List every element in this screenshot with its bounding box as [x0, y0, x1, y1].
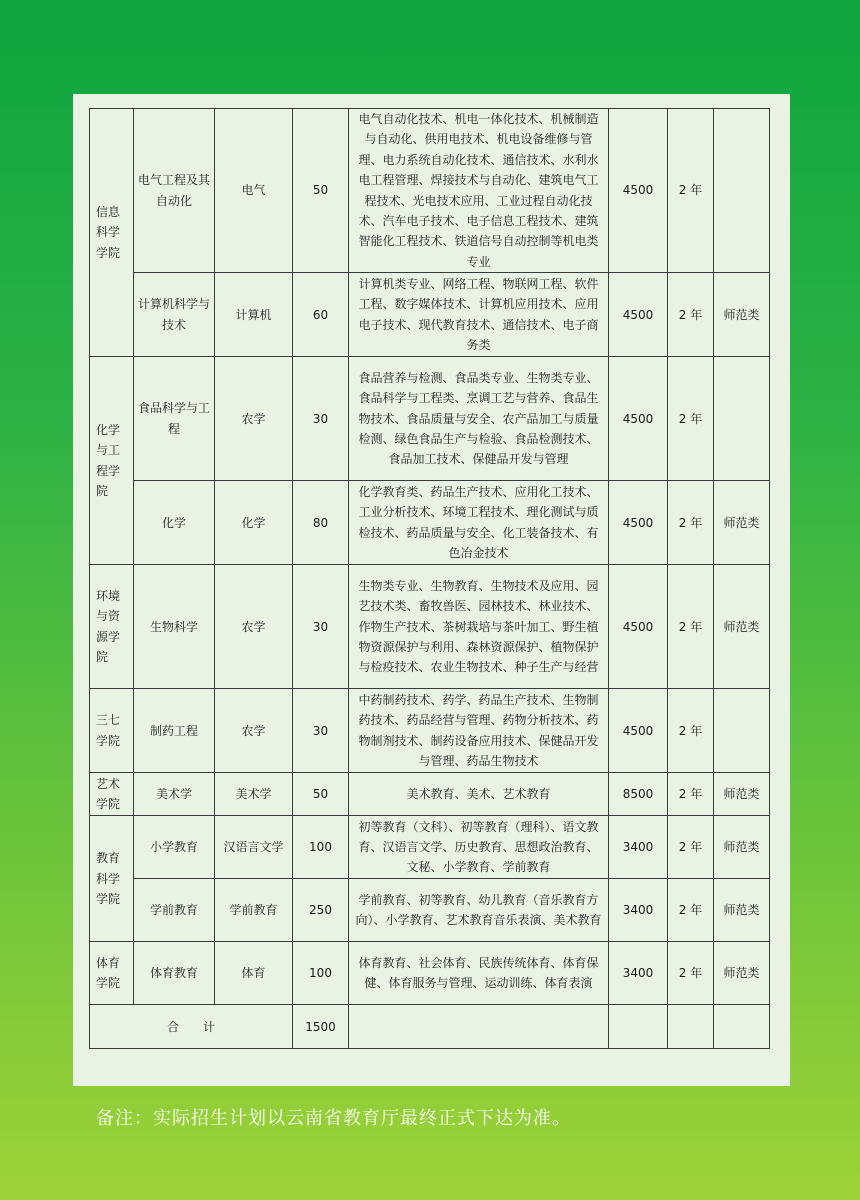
plan-cell: 100: [293, 816, 349, 879]
major-cell: 制药工程: [134, 689, 215, 773]
scope-cell: 体育教育、社会体育、民族传统体育、体育保健、体育服务与管理、运动训练、体育表演: [349, 942, 609, 1005]
fee-cell: 8500: [609, 773, 668, 816]
empty-cell: [609, 1005, 668, 1049]
total-label: 合 计: [90, 1005, 293, 1049]
years-cell: 2 年: [668, 689, 714, 773]
category-cell: 汉语言文学: [215, 816, 293, 879]
scope-cell: 学前教育、初等教育、幼儿教育（音乐教育方向）、小学教育、艺术教育音乐表演、美术教育: [349, 879, 609, 942]
table-row: [90, 773, 770, 816]
table-panel: [73, 94, 790, 1086]
scope-cell: 中药制药技术、药学、药品生产技术、生物制药技术、药品经营与管理、药物分析技术、药物制剂技术、制药设备应用技术、保健品开发与管理、药品生物技术: [349, 689, 609, 773]
remark-cell: 师范类: [714, 565, 770, 689]
years-cell: 2 年: [668, 816, 714, 879]
years-cell: 2 年: [668, 273, 714, 357]
major-cell: 计算机科学与技术: [134, 273, 215, 357]
table-row: [90, 816, 770, 879]
institute-cell: 信息科学学院: [90, 109, 134, 357]
major-cell: 体育教育: [134, 942, 215, 1005]
major-cell: 电气工程及其自动化: [134, 109, 215, 273]
years-cell: 2 年: [668, 942, 714, 1005]
category-cell: 农学: [215, 565, 293, 689]
plan-cell: 250: [293, 879, 349, 942]
plan-cell: 60: [293, 273, 349, 357]
institute-cell: 艺术学院: [90, 773, 134, 816]
table-row: [90, 273, 770, 357]
fee-cell: 4500: [609, 565, 668, 689]
remark-cell: 师范类: [714, 273, 770, 357]
enrollment-table: [89, 108, 770, 1049]
institute-cell: 环境与资源学院: [90, 565, 134, 689]
table-row: [90, 689, 770, 773]
category-cell: 农学: [215, 357, 293, 481]
category-cell: 体育: [215, 942, 293, 1005]
institute-cell: 体育学院: [90, 942, 134, 1005]
table-row: [90, 481, 770, 565]
fee-cell: 4500: [609, 357, 668, 481]
major-cell: 食品科学与工程: [134, 357, 215, 481]
category-cell: 美术学: [215, 773, 293, 816]
total-plan: 1500: [293, 1005, 349, 1049]
table-row: [90, 565, 770, 689]
plan-cell: 30: [293, 689, 349, 773]
remark-cell: 师范类: [714, 481, 770, 565]
fee-cell: 4500: [609, 109, 668, 273]
scope-cell: 化学教育类、药品生产技术、应用化工技术、工业分析技术、环境工程技术、理化测试与质检技术、药品质量与安全、化工装备技术、有色冶金技术: [349, 481, 609, 565]
institute-cell: 化学与工程学院: [90, 357, 134, 565]
remark-cell: 师范类: [714, 879, 770, 942]
table-row: [90, 109, 770, 273]
empty-cell: [349, 1005, 609, 1049]
footnote: 备注：实际招生计划以云南省教育厅最终正式下达为准。: [96, 1108, 571, 1129]
major-cell: 小学教育: [134, 816, 215, 879]
years-cell: 2 年: [668, 109, 714, 273]
scope-cell: 美术教育、美术、艺术教育: [349, 773, 609, 816]
years-cell: 2 年: [668, 565, 714, 689]
plan-cell: 30: [293, 565, 349, 689]
plan-cell: 50: [293, 109, 349, 273]
remark-cell: 师范类: [714, 942, 770, 1005]
remark-cell: 师范类: [714, 816, 770, 879]
plan-cell: 80: [293, 481, 349, 565]
fee-cell: 4500: [609, 481, 668, 565]
major-cell: 学前教育: [134, 879, 215, 942]
years-cell: 2 年: [668, 773, 714, 816]
fee-cell: 3400: [609, 942, 668, 1005]
table-row: [90, 879, 770, 942]
fee-cell: 3400: [609, 879, 668, 942]
major-cell: 美术学: [134, 773, 215, 816]
institute-cell: 教育科学学院: [90, 816, 134, 942]
scope-cell: 生物类专业、生物教育、生物技术及应用、园艺技术类、畜牧兽医、园林技术、林业技术、作物生产技术、茶树栽培与茶叶加工、野生植物资源保护与利用、森林资源保护、植物保护与检疫技术、农业生物技术、种子生产与经营: [349, 565, 609, 689]
category-cell: 计算机: [215, 273, 293, 357]
scope-cell: 初等教育（文科）、初等教育（理科）、语文教育、汉语言文学、历史教育、思想政治教育、文秘、小学教育、学前教育: [349, 816, 609, 879]
scope-cell: 电气自动化技术、机电一体化技术、机械制造与自动化、供用电技术、机电设备维修与管理、电力系统自动化技术、通信技术、水利水电工程管理、焊接技术与自动化、建筑电气工程技术、光电技术应用、工业过程自动化技术、汽车电子技术、电子信息工程技术、建筑智能化工程技术、铁道信号自动控制等机电类专业: [349, 109, 609, 273]
plan-cell: 30: [293, 357, 349, 481]
institute-cell: 三七学院: [90, 689, 134, 773]
category-cell: 电气: [215, 109, 293, 273]
scope-cell: 计算机类专业、网络工程、物联网工程、软件工程、数字媒体技术、计算机应用技术、应用电子技术、现代教育技术、通信技术、电子商务类: [349, 273, 609, 357]
remark-cell: [714, 357, 770, 481]
scope-cell: 食品营养与检测、食品类专业、生物类专业、食品科学与工程类、烹调工艺与营养、食品生物技术、食品质量与安全、农产品加工与质量检测、绿色食品生产与检验、食品检测技术、食品加工技术、保健品开发与管理: [349, 357, 609, 481]
fee-cell: 4500: [609, 689, 668, 773]
years-cell: 2 年: [668, 481, 714, 565]
fee-cell: 4500: [609, 273, 668, 357]
table-row: [90, 357, 770, 481]
plan-cell: 50: [293, 773, 349, 816]
total-row: [90, 1005, 770, 1049]
remark-cell: [714, 689, 770, 773]
empty-cell: [668, 1005, 714, 1049]
plan-cell: 100: [293, 942, 349, 1005]
years-cell: 2 年: [668, 357, 714, 481]
category-cell: 化学: [215, 481, 293, 565]
major-cell: 化学: [134, 481, 215, 565]
remark-cell: 师范类: [714, 773, 770, 816]
empty-cell: [714, 1005, 770, 1049]
category-cell: 农学: [215, 689, 293, 773]
category-cell: 学前教育: [215, 879, 293, 942]
years-cell: 2 年: [668, 879, 714, 942]
table-row: [90, 942, 770, 1005]
fee-cell: 3400: [609, 816, 668, 879]
major-cell: 生物科学: [134, 565, 215, 689]
remark-cell: [714, 109, 770, 273]
